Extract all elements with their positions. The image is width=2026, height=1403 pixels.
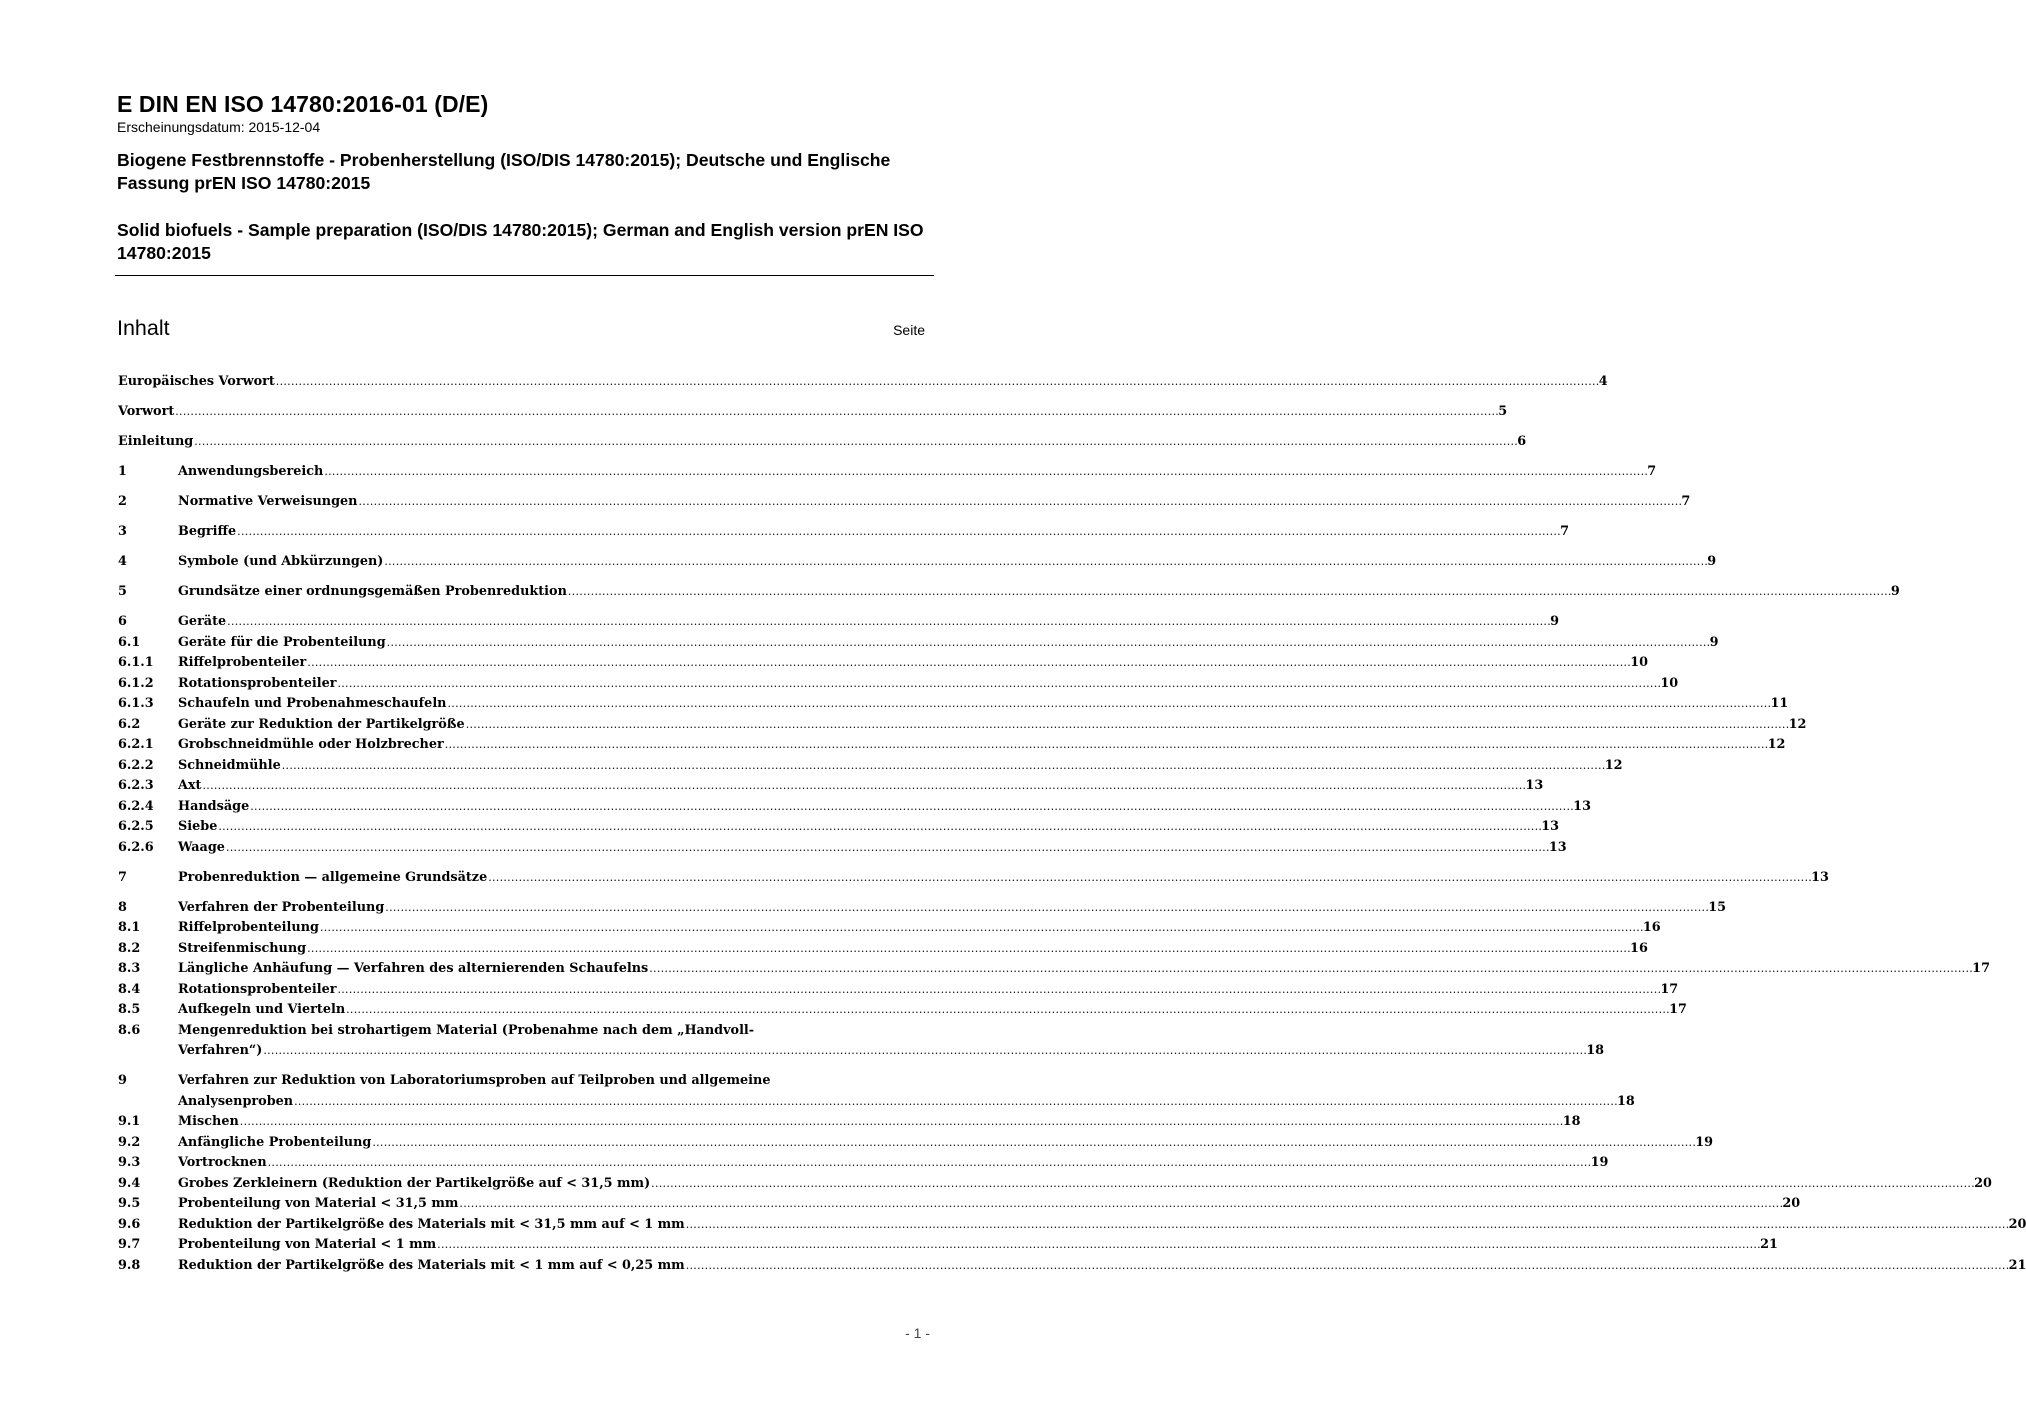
leader-dots xyxy=(237,522,1559,543)
toc-entry-title: Symbole (und Abkürzungen) xyxy=(178,554,384,569)
toc-entry-title: Vorwort xyxy=(118,404,175,419)
toc-entry-page: 10 xyxy=(1660,675,1679,691)
leader-dots xyxy=(337,980,1659,1001)
toc-entry-page: 12 xyxy=(1767,737,1786,752)
leader-dots xyxy=(307,939,1629,960)
document-id: E DIN EN ISO 14780:2016-01 (D/E) xyxy=(117,91,489,117)
leader-dots xyxy=(651,1174,1973,1195)
toc-entry-title: Vortrocknen xyxy=(178,1155,267,1170)
toc-entry[interactable] xyxy=(118,372,1608,393)
toc-entry-number: 8.6 xyxy=(118,1022,141,1038)
document-header xyxy=(117,90,934,265)
toc-entry-title: Probenteilung von Material < 31,5 mm xyxy=(178,1196,459,1211)
leader-dots xyxy=(488,868,1810,889)
toc-entry-number: 6.2 xyxy=(118,716,141,732)
toc-entry-title: Begriffe xyxy=(178,524,237,539)
toc-entry-number: 8 xyxy=(118,899,127,915)
leader-dots xyxy=(282,756,1604,777)
leader-dots xyxy=(387,633,1709,654)
toc-entry[interactable] xyxy=(118,1133,1714,1154)
toc-entry[interactable] xyxy=(118,1071,1635,1112)
toc-entry-page: 15 xyxy=(1708,899,1727,915)
toc-entry[interactable] xyxy=(118,1235,1778,1256)
toc-entry-page: 17 xyxy=(1660,981,1679,997)
toc-entry-page: 17 xyxy=(1669,1002,1687,1017)
toc-entry[interactable] xyxy=(118,868,1829,889)
toc-entry-number: 9.2 xyxy=(118,1134,141,1150)
toc-entry[interactable] xyxy=(118,462,1657,483)
toc-entry-number: 7 xyxy=(118,869,127,885)
toc-entry-title: Schneidmühle xyxy=(178,757,281,773)
toc-entry[interactable] xyxy=(118,735,1786,756)
toc-entry[interactable] xyxy=(118,959,1990,980)
toc-entry[interactable] xyxy=(118,939,1648,960)
toc-entry-page: 20 xyxy=(1974,1175,1992,1191)
leader-dots xyxy=(437,1235,1759,1256)
toc-entry-page: 21 xyxy=(1760,1237,1778,1252)
toc-entry-page: 4 xyxy=(1598,374,1608,389)
toc-entry-number: 6.1.3 xyxy=(118,696,154,711)
toc-entry[interactable] xyxy=(118,552,1717,573)
toc-entry-page: 18 xyxy=(1617,1093,1635,1109)
toc-entry-title: Siebe xyxy=(178,819,218,834)
page-number: - 1 - xyxy=(905,1325,930,1341)
toc-entry-page: 13 xyxy=(1541,819,1560,834)
toc-entry-number: 6 xyxy=(118,614,127,629)
toc-entry-page: 9 xyxy=(1709,634,1719,650)
toc-entry[interactable] xyxy=(118,492,1691,513)
toc-entry-number: 8.2 xyxy=(118,940,141,956)
toc-entry-number: 6.1 xyxy=(118,634,141,650)
toc-entry-page: 5 xyxy=(1498,404,1508,419)
toc-entry-page: 17 xyxy=(1972,961,1990,976)
toc-entry-title-continued: Verfahren“) xyxy=(178,1043,263,1058)
toc-entry-title: Schaufeln und Probenahmeschaufeln xyxy=(178,696,447,711)
toc-entry-title: Axt xyxy=(178,778,202,793)
leader-dots xyxy=(218,817,1540,838)
leader-dots xyxy=(466,715,1788,736)
toc-entry-title: Waage xyxy=(178,839,225,855)
toc-entry-page: 12 xyxy=(1604,757,1623,773)
leader-dots xyxy=(568,582,1890,603)
toc-entry-title: Anfängliche Probenteilung xyxy=(178,1134,372,1150)
toc-entry-number: 2 xyxy=(118,494,127,509)
toc-entry-number: 5 xyxy=(118,584,127,599)
toc-entry-number: 9.7 xyxy=(118,1237,141,1252)
toc-entry[interactable] xyxy=(118,756,1623,777)
leader-dots xyxy=(358,492,1680,513)
leader-dots xyxy=(320,918,1642,939)
toc-entry-title: Geräte zur Reduktion der Partikelgröße xyxy=(178,716,465,732)
leader-dots xyxy=(686,1215,2008,1236)
toc-entry-title: Reduktion der Partikelgröße des Materials mit < 31,5 mm auf < 1 mm xyxy=(178,1216,685,1232)
toc-entry-page: 13 xyxy=(1525,778,1544,793)
toc-entry[interactable] xyxy=(118,1021,1605,1062)
toc-entry-page: 13 xyxy=(1548,839,1567,855)
toc-entry[interactable] xyxy=(118,674,1679,695)
leader-dots xyxy=(346,1000,1668,1021)
leader-dots xyxy=(227,612,1549,633)
toc-entry[interactable] xyxy=(118,1000,1687,1021)
toc-entry-title: Mischen xyxy=(178,1114,239,1129)
toc-entry-page: 16 xyxy=(1642,920,1661,935)
leader-dots xyxy=(372,1133,1694,1154)
toc-entry-title: Normative Verweisungen xyxy=(178,494,358,509)
toc-entry[interactable] xyxy=(118,694,1789,715)
toc-entry[interactable] xyxy=(118,1112,1581,1133)
toc-entry[interactable] xyxy=(118,522,1569,543)
toc-entry-title: Verfahren zur Reduktion von Laboratoriumsproben auf Teilproben und allgemeine xyxy=(178,1073,771,1088)
toc-entry-number: 6.2.6 xyxy=(118,839,154,855)
leader-dots xyxy=(337,674,1659,695)
leader-dots xyxy=(385,898,1707,919)
toc-entry[interactable] xyxy=(118,838,1567,859)
leader-dots xyxy=(202,776,1524,797)
toc-entry-title: Probenreduktion — allgemeine Grundsätze xyxy=(178,869,488,885)
toc-entry[interactable] xyxy=(118,432,1527,453)
header-divider xyxy=(115,275,934,276)
toc-entry-title: Grobes Zerkleinern (Reduktion der Partikelgröße auf < 31,5 mm) xyxy=(178,1175,651,1191)
toc-entry-title: Aufkegeln und Vierteln xyxy=(178,1002,346,1017)
toc-entry-number: 9 xyxy=(118,1073,127,1088)
toc-entry-title: Geräte xyxy=(178,614,227,629)
toc-entry-page: 6 xyxy=(1517,434,1527,449)
toc-entry-title: Handsäge xyxy=(178,798,250,814)
toc-entry[interactable] xyxy=(118,776,1544,797)
toc-entry[interactable] xyxy=(118,582,1900,603)
toc-entry[interactable] xyxy=(118,980,1679,1001)
toc-entry[interactable] xyxy=(118,653,1649,674)
leader-dots xyxy=(276,372,1598,393)
toc-entry[interactable] xyxy=(118,817,1560,838)
toc-entry-page: 18 xyxy=(1586,1043,1605,1058)
toc-entry-title: Grundsätze einer ordnungsgemäßen Probenreduktion xyxy=(178,584,567,599)
page-column-label: Seite xyxy=(893,322,925,338)
toc-entry-page: 12 xyxy=(1788,716,1807,732)
toc-entry-number: 9.8 xyxy=(118,1257,141,1273)
title-english: Solid biofuels - Sample preparation (ISO/DIS 14780:2015); German and English version prEN ISO 14780:2015 xyxy=(117,220,924,263)
toc-entry-title: Riffelprobenteiler xyxy=(178,655,307,670)
leader-dots xyxy=(226,838,1548,859)
leader-dots xyxy=(294,1092,1616,1113)
leader-dots xyxy=(324,462,1646,483)
toc-entry-page: 19 xyxy=(1590,1155,1609,1170)
publication-date: Erscheinungsdatum: 2015-12-04 xyxy=(117,119,321,135)
leader-dots xyxy=(250,797,1572,818)
title-german: Biogene Festbrennstoffe - Probenherstellung (ISO/DIS 14780:2015); Deutsche und Englische Fassung prEN ISO 14780:2015 xyxy=(117,150,891,193)
toc-entry-title: Verfahren der Probenteilung xyxy=(178,899,385,915)
leader-dots xyxy=(448,694,1770,715)
leader-dots xyxy=(459,1194,1781,1215)
toc-entry-title: Anwendungsbereich xyxy=(178,464,324,479)
toc-entry[interactable] xyxy=(118,797,1591,818)
toc-entry-number: 9.3 xyxy=(118,1155,141,1170)
toc-entry[interactable] xyxy=(118,1153,1609,1174)
leader-dots xyxy=(263,1041,1585,1062)
toc-entry-title: Probenteilung von Material < 1 mm xyxy=(178,1237,437,1252)
toc-entry-page: 18 xyxy=(1562,1114,1581,1129)
toc-entry-page: 9 xyxy=(1707,554,1717,569)
toc-entry[interactable] xyxy=(118,612,1560,633)
toc-entry-number: 8.1 xyxy=(118,920,141,935)
toc-entry-number: 9.6 xyxy=(118,1216,141,1232)
leader-dots xyxy=(194,432,1516,453)
toc-entry[interactable] xyxy=(118,918,1661,939)
toc-entry-number: 6.2.5 xyxy=(118,819,154,834)
toc-entry-title: Rotationsprobenteiler xyxy=(178,675,337,691)
toc-entry-number: 6.1.2 xyxy=(118,675,154,691)
toc-entry-title: Rotationsprobenteiler xyxy=(178,981,337,997)
toc-entry[interactable] xyxy=(118,1194,1801,1215)
toc-entry-title: Längliche Anhäufung — Verfahren des alternierenden Schaufelns xyxy=(178,961,649,976)
table-of-contents xyxy=(118,372,2026,1276)
toc-entry-page: 19 xyxy=(1695,1134,1714,1150)
toc-entry-page: 7 xyxy=(1560,524,1569,539)
toc-entry-title: Einleitung xyxy=(118,434,194,449)
toc-entry-page: 9 xyxy=(1890,584,1900,599)
toc-entry[interactable] xyxy=(118,402,1508,423)
toc-entry[interactable] xyxy=(118,898,1727,919)
toc-entry[interactable] xyxy=(118,1174,1992,1195)
toc-entry-number: 6.1.1 xyxy=(118,655,154,670)
toc-entry[interactable] xyxy=(118,1215,2026,1236)
toc-entry-number: 6.2.2 xyxy=(118,757,154,773)
toc-entry-title: Mengenreduktion bei strohartigem Material (Probenahme nach dem „Handvoll- xyxy=(178,1022,755,1038)
toc-entry-page: 13 xyxy=(1811,869,1829,885)
toc-entry-title-continued: Analysenproben xyxy=(178,1093,294,1109)
leader-dots xyxy=(649,959,1971,980)
leader-dots xyxy=(268,1153,1590,1174)
toc-entry-number: 9.1 xyxy=(118,1114,141,1129)
toc-entry-page: 21 xyxy=(2008,1257,2026,1273)
toc-entry-title: Europäisches Vorwort xyxy=(118,374,275,389)
toc-entry-number: 9.5 xyxy=(118,1196,141,1211)
toc-entry-page: 16 xyxy=(1630,940,1648,956)
toc-entry[interactable] xyxy=(118,1256,2026,1277)
toc-entry-page: 9 xyxy=(1550,614,1560,629)
toc-entry-number: 6.2.4 xyxy=(118,798,154,814)
toc-entry-number: 1 xyxy=(118,464,127,479)
toc-entry[interactable] xyxy=(118,715,1807,736)
toc-entry-page: 20 xyxy=(2008,1216,2026,1232)
leader-dots xyxy=(175,402,1497,423)
toc-entry-title: Riffelprobenteilung xyxy=(178,920,319,935)
leader-dots xyxy=(445,735,1767,756)
contents-heading: Inhalt xyxy=(117,316,170,340)
toc-entry-number: 6.2.1 xyxy=(118,737,154,752)
toc-entry-title: Streifenmischung xyxy=(178,940,307,956)
toc-entry-number: 9.4 xyxy=(118,1175,141,1191)
toc-entry-number: 6.2.3 xyxy=(118,778,154,793)
toc-entry-page: 11 xyxy=(1770,696,1789,711)
toc-entry-number: 4 xyxy=(118,554,127,569)
toc-entry-page: 13 xyxy=(1573,798,1591,814)
leader-dots xyxy=(384,552,1706,573)
toc-entry-number: 8.3 xyxy=(118,961,141,976)
toc-entry-page: 10 xyxy=(1630,655,1649,670)
toc-entry-number: 3 xyxy=(118,524,127,539)
toc-entry-title: Geräte für die Probenteilung xyxy=(178,634,386,650)
toc-entry-number: 8.4 xyxy=(118,981,141,997)
leader-dots xyxy=(240,1112,1562,1133)
toc-entry-title: Reduktion der Partikelgröße des Materials mit < 1 mm auf < 0,25 mm xyxy=(178,1257,685,1273)
toc-entry-page: 7 xyxy=(1681,494,1691,509)
toc-entry-page: 20 xyxy=(1782,1196,1801,1211)
toc-entry-title: Grobschneidmühle oder Holzbrecher xyxy=(178,737,444,752)
toc-entry-page: 7 xyxy=(1647,464,1657,479)
leader-dots xyxy=(307,653,1629,674)
toc-entry[interactable] xyxy=(118,633,1719,654)
toc-entry-number: 8.5 xyxy=(118,1002,141,1017)
leader-dots xyxy=(686,1256,2008,1277)
